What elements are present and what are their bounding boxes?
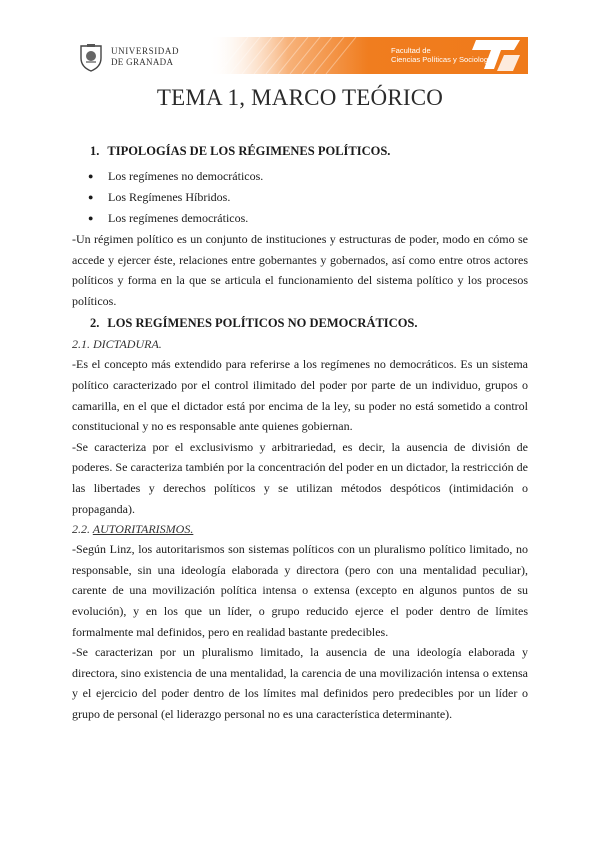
autoritarismos-paragraph-1: -Según Linz, los autoritarismos son sistemas políticos con un pluralismo político limitado, no responsable, sin una ideología elaborada y directora (pero con una mentalidad peculiar), carente de una movilización política intensa o extensa (excepto en algunos puntos de su evolución), y en los que un líder, o grupo reducido ejerce el poder dentro de límites formalmente mal definidos, pero en realidad bastante predecibles. <box>72 542 528 639</box>
section1-heading-text: TIPOLOGÍAS DE LOS RÉGIMENES POLÍTICOS. <box>107 144 391 158</box>
university-name-line1: UNIVERSIDAD <box>111 46 180 56</box>
faculty-name-line2: Ciencias Políticas y Sociología <box>391 55 495 64</box>
university-logo <box>78 40 208 74</box>
autoritarismos-paragraph-2: -Se caracterizan por un pluralismo limitado, la ausencia de una ideología elaborada y directora, sino existencia de una mentalidad, la carencia de una movilización intensa o extensa y el ejercicio del poder dentro de los límites mal definidos pero predecibles por un líder o grupo de personal (el liderazgo personal no es una característica determinante). <box>72 645 528 721</box>
section2-heading-text: LOS REGÍMENES POLÍTICOS NO DEMOCRÁTICOS. <box>107 316 418 331</box>
section2-heading <box>90 315 528 331</box>
dictadura-paragraph-1: -Es el concepto más extendido para referirse a los regímenes no democráticos. Es un sistema político caracterizado por el control ilimitado del poder por parte de un individuo, grupos o camarilla, en el que el dictador está por encima de la ley, su poder no está sometido a control constitucional y no es responsable ante quienes gobiernan. <box>72 357 528 434</box>
dictadura-paragraph-2: -Se caracteriza por el exclusivismo y arbitrariedad, es decir, la ausencia de división de poderes. Se caracteriza también por la concentración del poder en un dictador, la restricción de las libertades y derechos políticos y se utilizan métodos despóticos (intimidación o propaganda). <box>72 439 528 516</box>
subsection-autoritarismos <box>72 519 528 539</box>
document-body <box>72 143 528 724</box>
faculty-name-line1: Facultad de <box>391 46 431 55</box>
subsection-number: 2.2. <box>72 522 93 537</box>
regime-types-list <box>72 166 528 229</box>
university-name-line2: DE GRANADA <box>111 57 174 67</box>
university-crest-icon <box>78 42 104 72</box>
subsection-label: AUTORITARISMOS. <box>92 522 194 537</box>
list-item: ● Los regímenes no democráticos. <box>72 166 528 187</box>
faculty-banner <box>208 37 528 74</box>
list-item: ● Los Regímenes Híbridos. <box>72 187 528 208</box>
section2-number: 2. <box>90 316 100 331</box>
subsection-dictadura: 2.1. DICTADURA. <box>72 337 162 352</box>
section1-number: 1. <box>90 144 100 158</box>
section1-heading <box>90 143 528 159</box>
page-title: TEMA 1, MARCO TEÓRICO <box>156 85 444 110</box>
section1-paragraph: -Un régimen político es un conjunto de instituciones y estructuras de poder, modo en cómo se accede y ejercer éste, relaciones entre gobernantes y gobernados, así como entre otros actores políticos y forma en la que se articula el funcionamiento del sistema político y los procesos políticos. <box>72 232 528 308</box>
list-item: ● Los regímenes democráticos. <box>72 208 528 229</box>
